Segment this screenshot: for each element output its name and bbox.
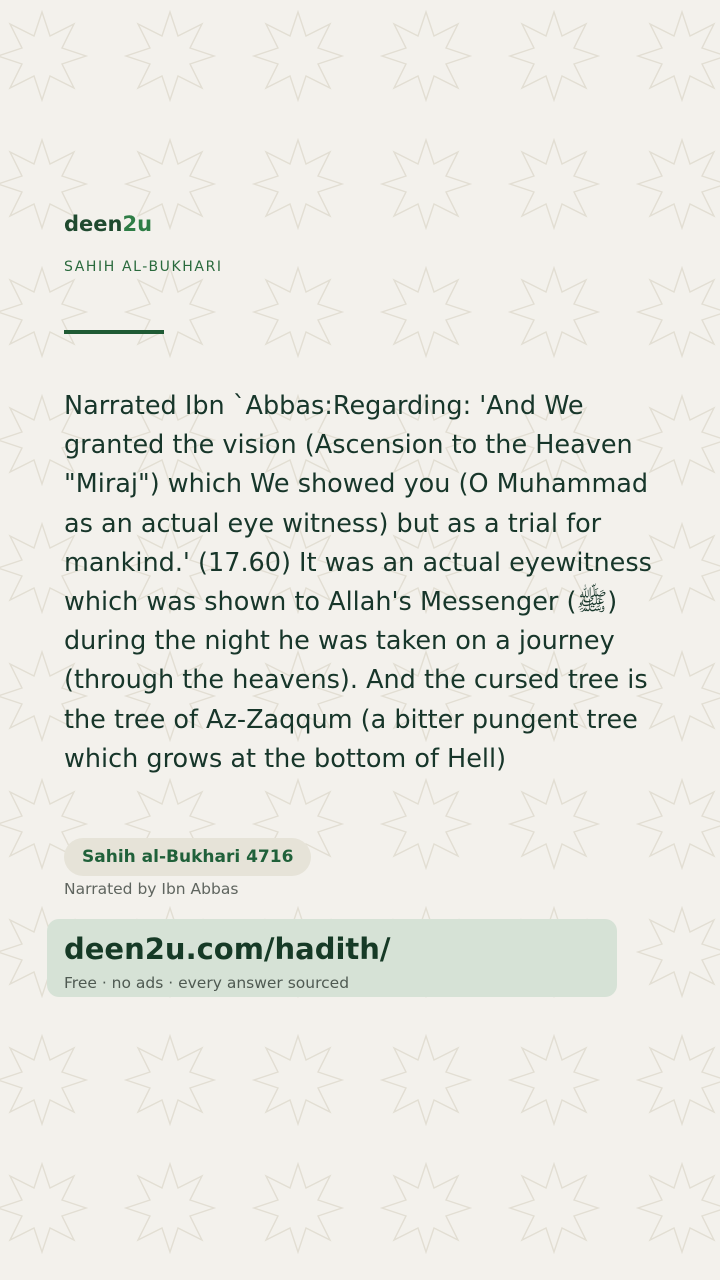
divider [64,330,164,334]
cta-url-link[interactable]: deen2u.com/hadith/ [64,932,391,966]
narrator-line: Narrated by Ibn Abbas [64,880,239,898]
hadith-text: Narrated Ibn `Abbas:Regarding: 'And We granted the vision (Ascension to the Heaven "Miraj") which We showed you (O Muhammad as an actual eye witness) but as a trial for mankind.' (17.60) It was an actual eyewitness which was shown to Allah's Messenger (ﷺ) during the night he was taken on a journey (through the heavens). And the cursed tree is the tree of Az-Zaqqum (a bitter pungent tree which grows at the bottom of Hell) [64,391,652,774]
reference-badge[interactable]: Sahih al-Bukhari 4716 [64,838,311,876]
collection-label: SAHIH AL-BUKHARI [64,259,223,275]
brand-name-accent: 2u [122,212,153,236]
brand-name-main: deen [64,212,123,236]
cta-tagline: Free · no ads · every answer sourced [64,974,350,992]
cta-card[interactable] [47,919,617,997]
brand-logo [64,212,152,236]
